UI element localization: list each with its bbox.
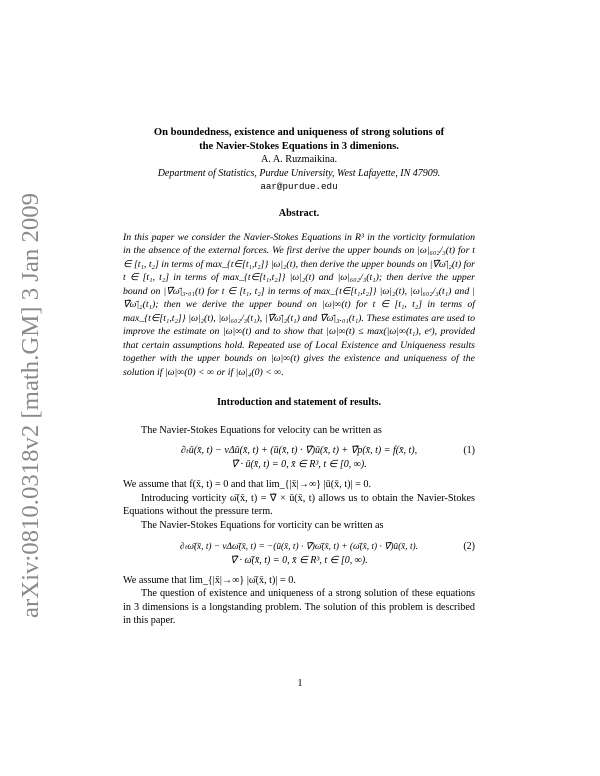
- paper-page: [123, 126, 475, 628]
- equation-2-line-2: ∇̄ · ω̄(x̄, t) = 0, x̄ ∈ R³, t ∈ [0, ∞).: [230, 554, 368, 566]
- equation-2-line-1: ∂ₜω̄(x̄, t) − νΔω̄(x̄, t) = −(ū(x̄, t) · ∇̄)ω̄(x̄, t) + (ω̄(x̄, t) · ∇̄)ū(x̄, t).: [180, 541, 418, 552]
- title-line-1: On boundedness, existence and uniqueness of strong solutions of: [153, 127, 445, 138]
- intro-paragraph-2: The Navier-Stokes Equations for vorticity can be written as: [141, 520, 384, 532]
- section-heading: Introduction and statement of results.: [216, 397, 382, 409]
- abstract-body: In this paper we consider the Navier-Stokes Equations in R³ in the vorticity formulation in the absence of the external forces. We first derive the upper bounds on |ω|₆₀₂/₃(t) for t ∈ [t₁, t₂] in terms of max_{t∈[t₁,t₂]} |ω|₂(t), then derive the upper bounds on |∇̄ω̄|₂(t) for t ∈ [t₁, t₂] in terms of max_{t∈[t₁,t₂]} |ω|₂(t) and |ω|₆₀₂/₃(t₁); then derive the upper bound on |∇̄ω̄|₃.₀₁(t) for t ∈ [t₁, t₂] in terms of max_{t∈[t₁,t₂]} |ω|₂(t), |ω|₆₀₂/₃(t₁) and |∇̄ω̄|₂(t₁); then we derive the upper bound on |ω|∞(t) for t ∈ [t₁, t₂] in terms of max_{t∈[t₁,t₂]} |ω|₂(t), |ω|₆₀₂/₃(t₁), |∇̄ω̄|₂(t₁) and ∇̄ω̄|₃.₀₁(t₁). These estimates are used to improve the estimate on |ω|∞(t) and to show that |ω|∞(t) ≤ max(|ω|∞(t₁), eᵉ), provided that certain assumptions hold. Repeated use of Local Existence and Uniqueness results together with the upper bounds on |ω|∞(t) gives the existence and uniqueness of the solution if |ω|∞(0) < ∞ or if |ω|₄(0) < ∞.: [123, 231, 475, 378]
- equation-1-line-2: ∇̄ · ū(x̄, t) = 0, x̄ ∈ R³, t ∈ [0, ∞).: [231, 459, 367, 471]
- abstract-heading: Abstract.: [278, 208, 320, 219]
- page-number: 1: [297, 678, 303, 689]
- author: A. A. Ruzmaikina.: [260, 154, 338, 165]
- vorticity-paragraph: Introducing vorticity ω̄(x̄, t) = ∇̄ × ū(x̄, t) allows us to obtain the Navier-Stokes Equations without the pressure term.: [123, 492, 475, 518]
- affiliation: Department of Statistics, Purdue University, West Lafayette, IN 47909.: [157, 167, 441, 179]
- equation-2: [123, 540, 475, 568]
- final-paragraph: The question of existence and uniqueness of a strong solution of these equations in 3 dimensions is a longstanding problem. The solution of this problem is described in this paper.: [123, 588, 475, 627]
- title-line-2: the Navier-Stokes Equations in 3 dimenions.: [199, 140, 399, 152]
- paper-title: [123, 126, 475, 153]
- arxiv-stamp: [6, 190, 50, 620]
- assumption-2: We assume that lim_{|x̄|→∞} |ω̄(x̄, t)| = 0.: [123, 574, 296, 586]
- equation-1: [123, 444, 475, 472]
- equation-1-line-1: ∂ₜū(x̄, t) − νΔū(x̄, t) + (ū(x̄, t) · ∇̄)ū(x̄, t) + ∇̄p(x̄, t) = f(x̄, t),: [180, 445, 418, 457]
- assumption-1: We assume that f(x̄, t) = 0 and that lim_{|x̄|→∞} |ū(x̄, t)| = 0.: [123, 479, 372, 491]
- arxiv-stamp-text: arXiv:0810.0318v2 [math.GM] 3 Jan 2009: [18, 206, 44, 618]
- intro-paragraph-1: The Navier-Stokes Equations for velocity can be written as: [141, 424, 382, 436]
- author-email: aar@purdue.edu: [260, 181, 338, 192]
- equation-2-number: (2): [463, 540, 475, 552]
- equation-1-number: (1): [463, 445, 475, 457]
